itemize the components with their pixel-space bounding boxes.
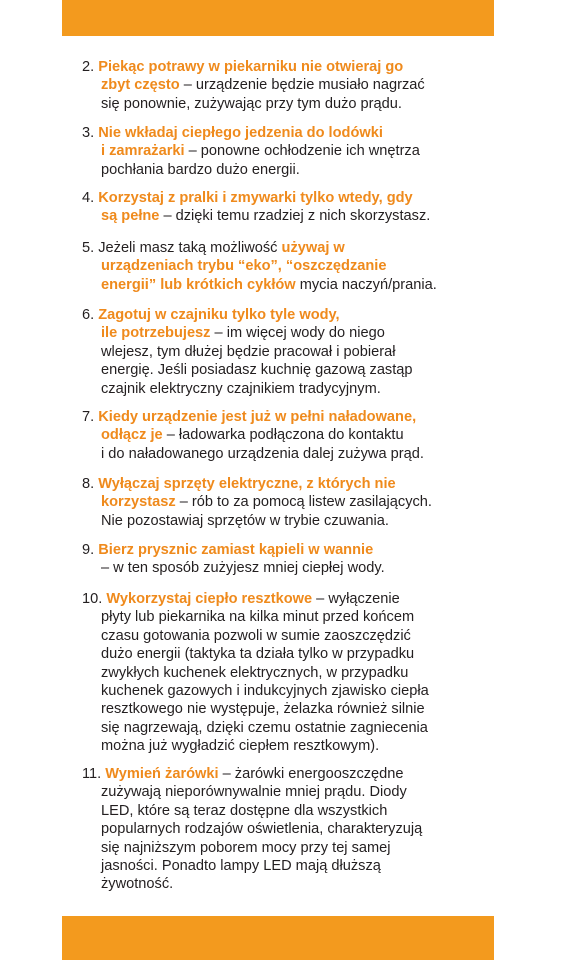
tip-headline: ile potrzebujesz — [101, 325, 211, 342]
tip-number: 4. — [82, 190, 95, 206]
tip-number: 6. — [82, 307, 95, 323]
tip-body: Nie pozostawiaj sprzętów w trybie czuwania. — [101, 512, 389, 529]
tip-body: można już wygładzić ciepłem resztkowym). — [101, 738, 380, 755]
tip-headline: korzystasz — [101, 494, 176, 511]
tip-intro: Jeżeli masz taką możliwość — [98, 240, 282, 256]
tip-3 — [82, 124, 420, 179]
tip-headline: Nie wkładaj ciepłego jedzenia do lodówki — [98, 125, 383, 141]
tip-11 — [82, 765, 422, 894]
tip-headline: używaj w — [281, 240, 345, 256]
tip-headline: są pełne — [101, 208, 160, 225]
bottom-accent-band — [62, 916, 494, 960]
tip-body: popularnych rodzajów oświetlenia, charakteryzują — [101, 821, 423, 838]
tip-headline: energii” lub krótkich cykłów — [101, 276, 296, 293]
tip-headline: Kiedy urządzenie jest już w pełni naładowane, — [98, 409, 417, 425]
tip-body: czajnik elektryczny czajnikiem tradycyjnym. — [101, 380, 381, 397]
tip-body: – ładowarka podłączona do kontaktu — [162, 427, 404, 444]
tip-body: – żarówki energooszczędne — [218, 766, 404, 782]
tip-body: i do naładowanego urządzenia dalej zużywa prąd. — [101, 445, 424, 462]
tip-body: pochłania bardzo dużo energii. — [101, 161, 300, 178]
tip-body: – dzięki temu rzadziej z nich skorzystasz. — [159, 208, 431, 225]
tip-body: resztkowego nie występuje, żelazka również silnie — [101, 701, 425, 718]
tip-8 — [82, 475, 432, 530]
tip-body: – ponowne ochłodzenie ich wnętrza — [184, 143, 420, 160]
tip-headline: Piekąc potrawy w piekarniku nie otwieraj go — [98, 59, 404, 75]
tip-number: 9. — [82, 542, 95, 558]
tip-body: LED, które są teraz dostępne dla wszystkich — [101, 802, 388, 819]
tip-body: zużywają nieporównywalnie mniej prądu. Diody — [101, 784, 407, 801]
tip-body: – wyłączenie — [312, 591, 400, 607]
tip-body: się ponownie, zużywając przy tym dużo prądu. — [101, 95, 402, 112]
tip-body: dużo energii (taktyka ta działa tylko w przypadku — [101, 646, 415, 663]
tip-headline: Wykorzystaj ciepło resztkowe — [106, 591, 313, 607]
tip-headline: i zamrażarki — [101, 143, 185, 160]
tip-body: energię. Jeśli posiadasz kuchnię gazową zastąp — [101, 362, 413, 379]
tip-number: 7. — [82, 409, 95, 425]
tip-body: – urządzenie będzie musiało nagrzać — [179, 77, 425, 94]
tip-headline: zbyt często — [101, 77, 180, 94]
tip-4 — [82, 189, 430, 226]
tip-headline: odłącz je — [101, 427, 163, 444]
tip-body: zwykłych kuchenek elektrycznych, w przypadku — [101, 664, 409, 681]
tip-number: 10. — [82, 591, 103, 607]
tip-body: wlejesz, tym dłużej będzie pracował i pobierał — [101, 343, 396, 360]
tip-number: 5. — [82, 240, 95, 256]
tip-headline: Zagotuj w czajniku tylko tyle wody, — [98, 307, 340, 323]
tip-headline: Wymień żarówki — [105, 766, 219, 782]
tip-2 — [82, 58, 425, 113]
tip-body: czasu gotowania pozwoli w sumie zaoszczędzić — [101, 627, 411, 644]
tip-number: 8. — [82, 476, 95, 492]
tip-7 — [82, 408, 424, 463]
tip-headline: Korzystaj z pralki i zmywarki tylko wtedy, gdy — [98, 190, 413, 206]
tip-headline: Bierz prysznic zamiast kąpieli w wannie — [98, 542, 374, 558]
tip-body: żywotność. — [101, 876, 174, 893]
tip-body: się nagrzewają, dzięki czemu ostatnie zagniecenia — [101, 719, 428, 736]
tip-body: – im więcej wody do niego — [210, 325, 385, 342]
tip-body: mycia naczyń/prania. — [295, 276, 437, 293]
tip-9 — [82, 541, 385, 578]
tip-body: – w ten sposób zużyjesz mniej ciepłej wody. — [101, 560, 385, 577]
tip-number: 2. — [82, 59, 95, 75]
tip-body: – rób to za pomocą listew zasilających. — [175, 494, 432, 511]
tip-body: się najniższym poborem mocy przy tej samej — [101, 839, 391, 856]
tip-5 — [82, 239, 437, 294]
tip-headline: urządzeniach trybu “eko”, “oszczędzanie — [101, 258, 387, 275]
tip-body: jasności. Ponadto lampy LED mają dłuższą — [101, 858, 381, 875]
tip-body: kuchenek gazowych i indukcyjnych zjawisko ciepła — [101, 683, 429, 700]
tip-number: 3. — [82, 125, 95, 141]
tip-6 — [82, 306, 413, 398]
tip-10 — [82, 590, 429, 774]
tip-headline: Wyłączaj sprzęty elektryczne, z których nie — [98, 476, 396, 492]
tip-body: płyty lub piekarnika na kilka minut przed końcem — [101, 609, 415, 626]
tip-number: 11. — [82, 766, 102, 782]
